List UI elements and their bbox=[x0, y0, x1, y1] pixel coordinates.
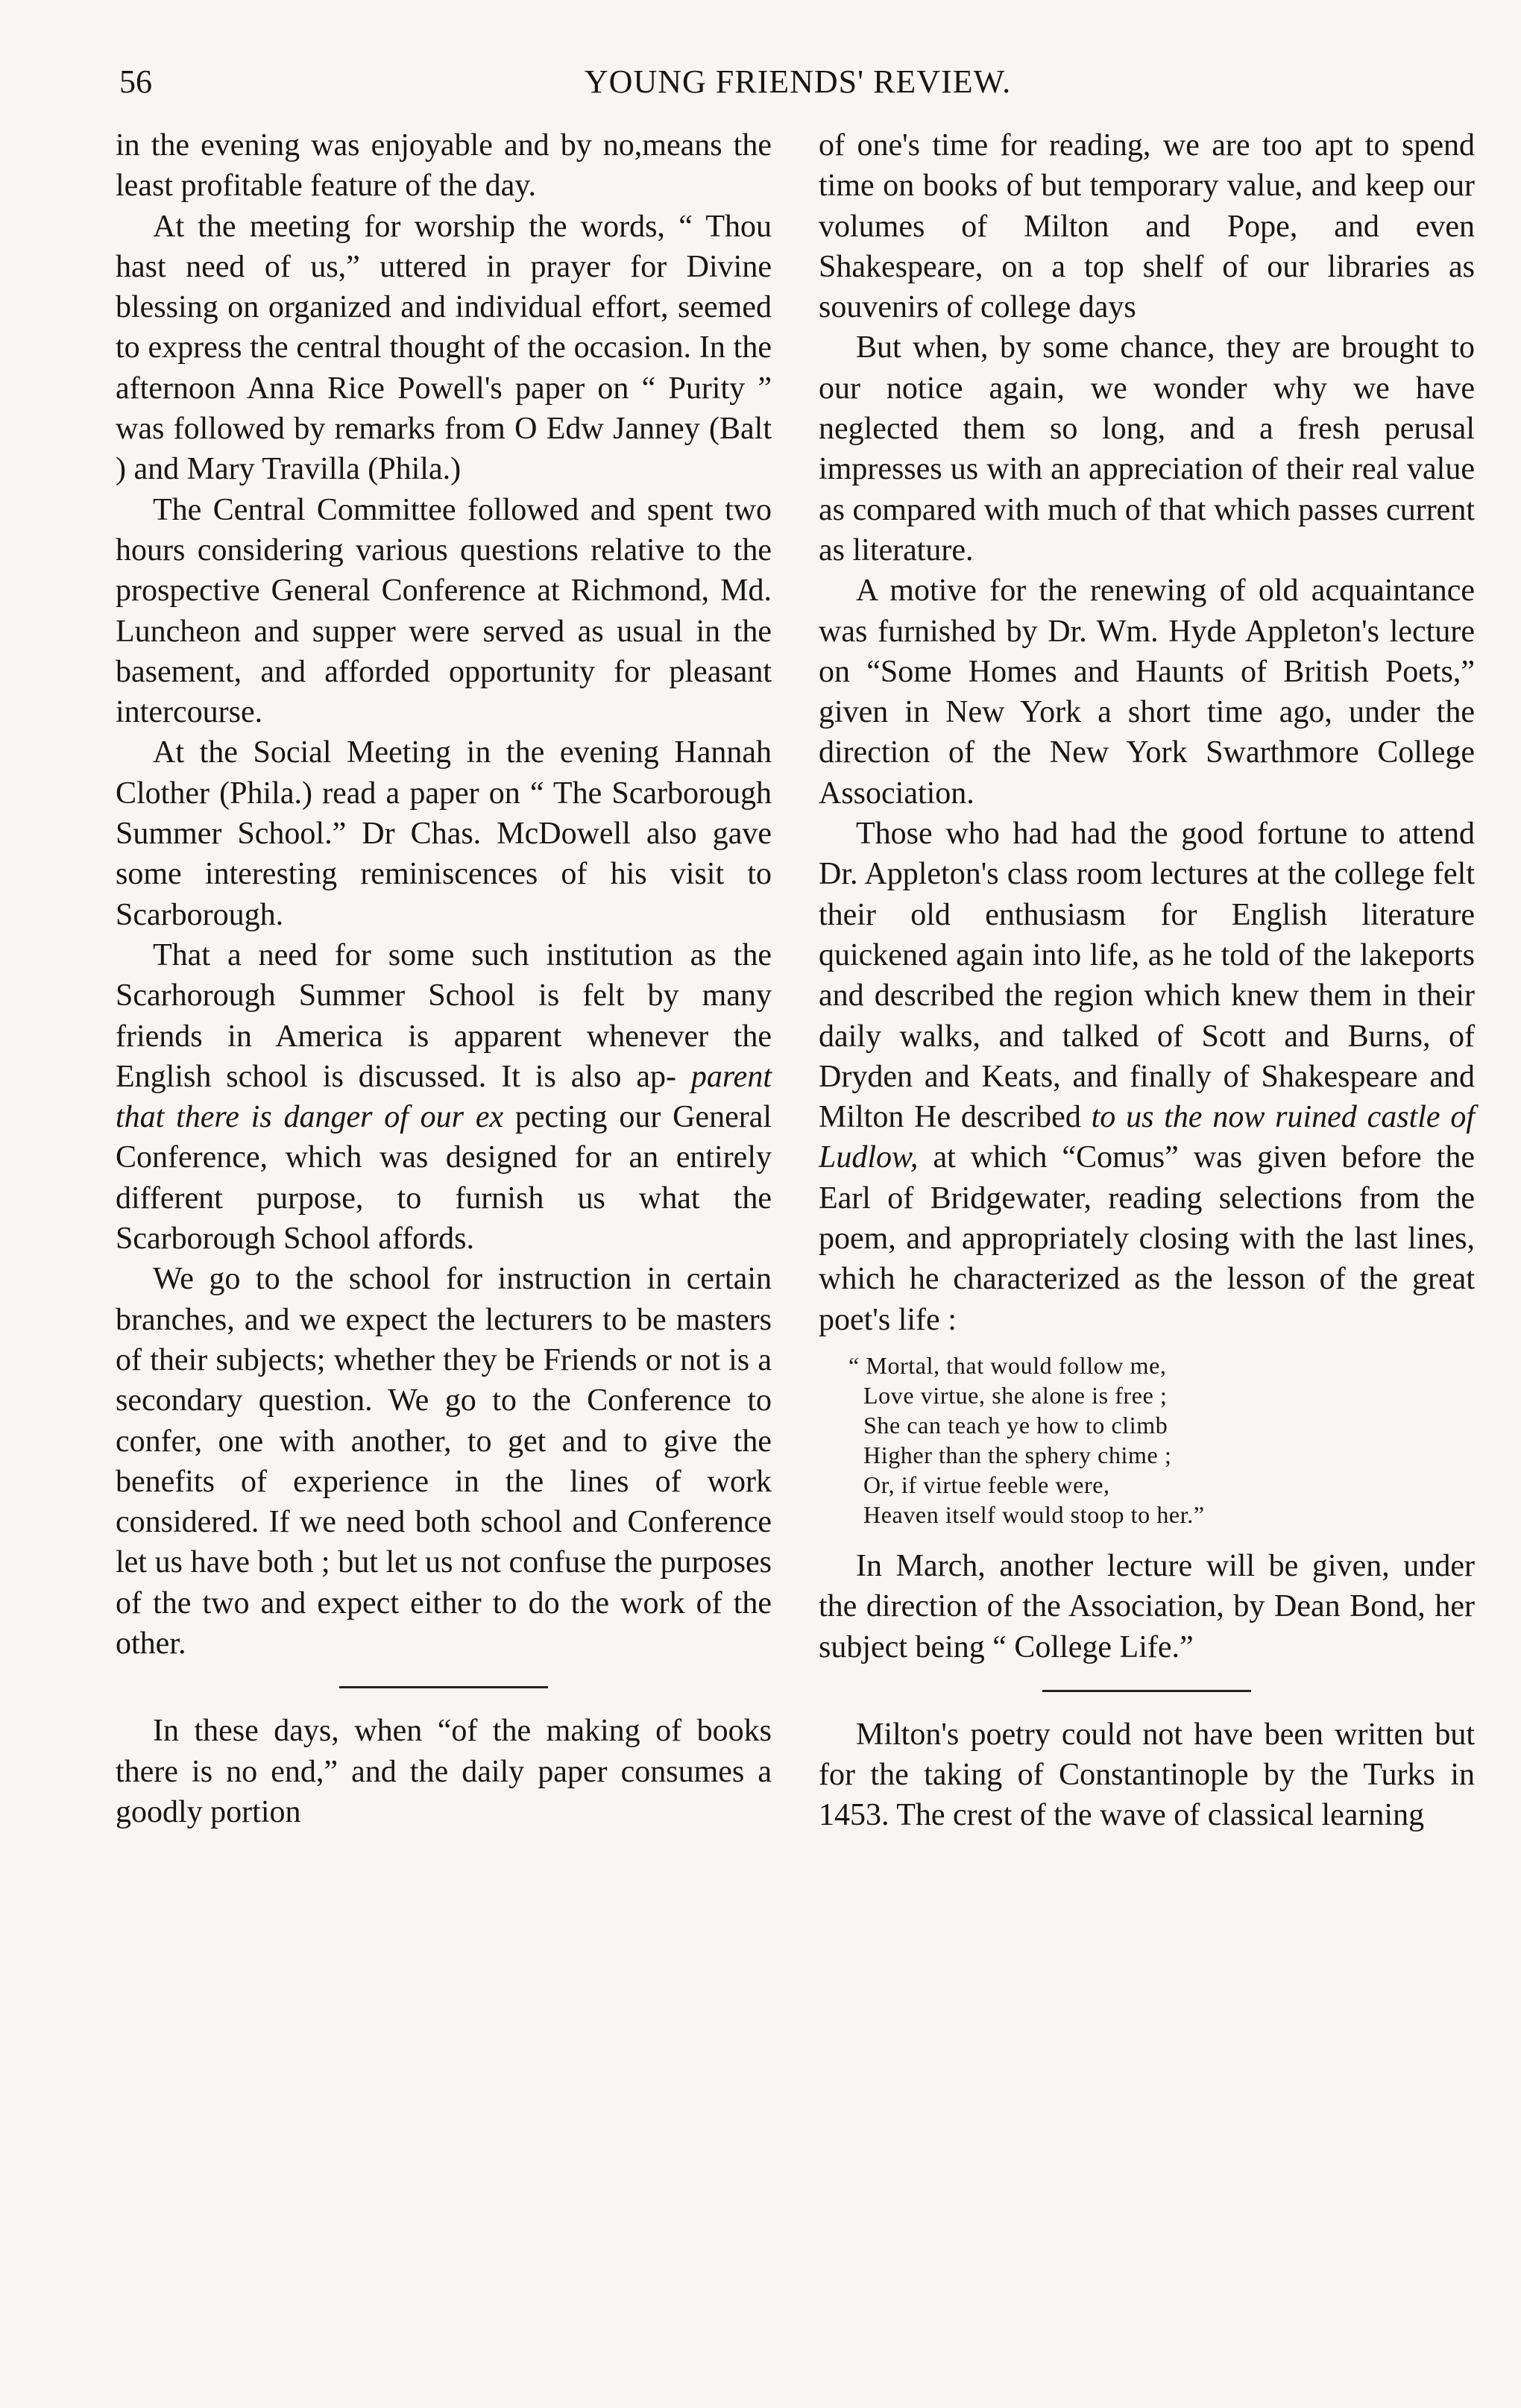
page-header bbox=[119, 60, 1476, 119]
paragraph: Milton's poetry could not have been written but for the taking of Constantinople by the Turks in 1453. The crest of the wave of classical learning bbox=[819, 1717, 1475, 1833]
paragraph: In these days, when “of the making of books there is no end,” and the daily paper consumes a goodly portion bbox=[116, 1714, 772, 1829]
paragraph: In March, another lecture will be given, under the direction of the Association, by Dean Bond, her subject being “ College Life.” bbox=[819, 1548, 1475, 1664]
left-column bbox=[116, 125, 772, 1832]
paragraph bbox=[116, 935, 772, 1259]
italic-text: parent that there is danger of our ex bbox=[116, 1059, 772, 1135]
poem-line: She can teach ye how to climb bbox=[863, 1411, 1168, 1439]
paragraph bbox=[819, 814, 1475, 1340]
italic-text: to us the now ruined castle of Ludlow, bbox=[819, 1100, 1476, 1175]
paragraph: We go to the school for instruction in certain branches, and we expect the lecturers to be masters of their subjects; whether they be Friends or not is a secondary question. We go to the Conference to confer, one with another, to get and to give the benefits of experience in the lines of work considered. If we need both school and Conference let us have both ; but let us not confuse the purposes of the two and expect either to do the work of the other. bbox=[116, 1262, 772, 1661]
paragraph: The Central Committee followed and spent two hours considering various questions relative to the prospective General Conference at Richmond, Md. Luncheon and supper were served as usual in the basement, and afforded opportunity for pleasant intercourse. bbox=[116, 492, 772, 730]
paragraph-text: That a need for some such institution as the Scarhorough Summer School is felt by many friends in America is apparent whenever the English school is discussed. It is also ap- bbox=[116, 937, 772, 1094]
poem-line: Heaven itself would stoop to her.” bbox=[863, 1500, 1205, 1528]
section-divider bbox=[1042, 1690, 1251, 1692]
paragraph: At the meeting for worship the words, “ Thou hast need of us,” uttered in prayer for Divine blessing on organized and individual effort, seemed to express the central thought of the occasion. In the afternoon Anna Rice Powell's paper on “ Purity ” was followed by remarks from O Edw Janney (Balt ) and Mary Travilla (Phila.) bbox=[116, 209, 772, 487]
page-title: YOUNG FRIENDS' REVIEW. bbox=[584, 63, 1012, 100]
paragraph-text: Those who had had the good fortune to attend Dr. Appleton's class room lectures at the college felt their old enthusiasm for English literature quickened again into life, as he told of the lakeports and described the region which knew them in their daily walks, and talked of Scott and Burns, of Dryden and Keats, and finally of Shakespeare and Milton He described bbox=[819, 817, 1475, 1135]
poem-line: “ Mortal, that would follow me, bbox=[848, 1351, 1167, 1379]
poem-quote bbox=[848, 1351, 1475, 1530]
poem-line: Love virtue, she alone is free ; bbox=[863, 1381, 1168, 1409]
poem-line: Higher than the sphery chime ; bbox=[863, 1441, 1172, 1468]
paragraph: But when, by some chance, they are brought to our notice again, we wonder why we have neglected them so long, and a fresh perusal impresses us with an appreciation of their real value as compared with much of that which passes current as literature. bbox=[819, 330, 1475, 568]
paragraph: At the Social Meeting in the evening Hannah Clother (Phila.) read a paper on “ The Scarborough Summer School.” Dr Chas. McDowell also gave some interesting reminiscences of his visit to Scarborough. bbox=[116, 735, 772, 932]
poem-line: Or, if virtue feeble were, bbox=[863, 1471, 1110, 1498]
paragraph: in the evening was enjoyable and by no,means the least profitable feature of the day. bbox=[116, 128, 772, 204]
page-number: 56 bbox=[119, 63, 152, 100]
right-column bbox=[819, 125, 1475, 1836]
paragraph-text: at which “Comus” was given before the Earl of Bridgewater, reading selections from the poem, and appropriately closing with the last lines, which he characterized as the lesson of the great poet's life : bbox=[819, 1140, 1475, 1337]
section-divider bbox=[339, 1686, 548, 1688]
paragraph-text: pecting our General Conference, which was designed for an entirely different purpose, to furnish us what the Scarborough School affords. bbox=[116, 1100, 772, 1257]
paragraph: of one's time for reading, we are too apt to spend time on books of but temporary value, and keep our volumes of Milton and Pope, and even Shakespeare, on a top shelf of our libraries as souvenirs of college days bbox=[819, 128, 1475, 325]
paragraph: A motive for the renewing of old acquaintance was furnished by Dr. Wm. Hyde Appleton's lecture on “Some Homes and Haunts of British Poets,” given in New York a short time ago, under the direction of the New York Swarthmore College Association. bbox=[819, 573, 1475, 811]
